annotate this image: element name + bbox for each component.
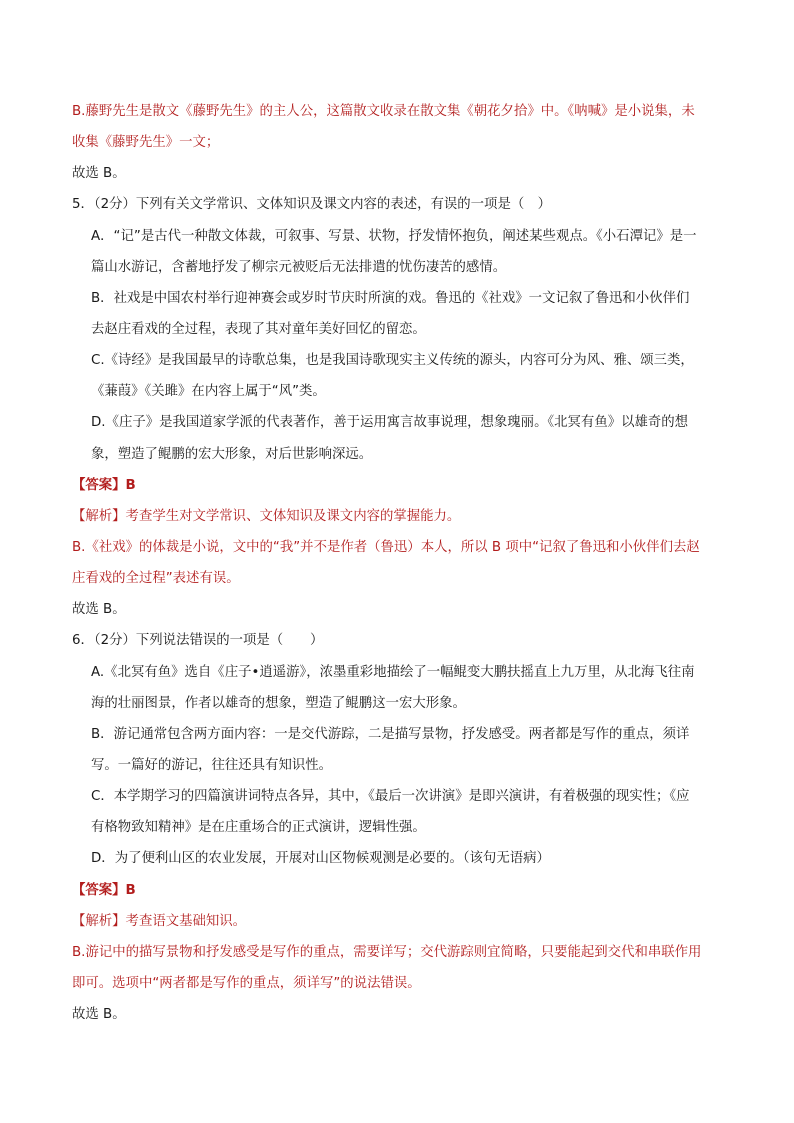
q6-option-a-cont: 海的壮丽图景，作者以雄奇的想象，塑造了鲲鹏这一宏大形象。	[91, 696, 466, 711]
question-6-stem: 6．（2分）下列说法错误的一项是（ ）	[72, 633, 324, 648]
q5-explanation: B.《社戏》的体裁是小说，文中的“我”并不是作者（鲁迅）本人，所以 B 项中“记叙了鲁迅和小伙伴们去赵	[72, 540, 700, 555]
q6-answer: 【答案】B	[72, 883, 136, 898]
q6-option-a: A.《北冥有鱼》选自《庄子•逍遥游》，浓墨重彩地描绘了一幅鲲变大鹏扶摇直上九万里，从北海飞往南	[91, 665, 695, 680]
q6-explanation: B.游记中的描写景物和抒发感受是写作的重点，需要详写；交代游踪则宜简略，只要能起到交代和串联作用	[72, 945, 702, 960]
q5-option-b-cont: 去赵庄看戏的全过程，表现了其对童年美好回忆的留恋。	[91, 322, 426, 337]
prev-explanation-line: B.藤野先生是散文《藤野先生》的主人公，这篇散文收录在散文集《朝花夕拾》中。《呐喊》是小说集，未	[72, 104, 695, 119]
q5-option-a-cont: 篇山水游记，含蓄地抒发了柳宗元被贬后无法排遣的忧伤凄苦的感情。	[91, 260, 507, 275]
q5-option-d: D.《庄子》是我国道家学派的代表著作，善于运用寓言故事说理，想象瑰丽。《北冥有鱼》以雄奇的想	[91, 415, 689, 430]
q6-option-b-cont: 写。一篇好的游记，往往还具有知识性。	[91, 758, 333, 773]
prev-conclusion: 故选 B。	[72, 166, 126, 181]
q5-conclusion: 故选 B。	[72, 602, 126, 617]
q5-option-b: B．社戏是中国农村举行迎神赛会或岁时节庆时所演的戏。鲁迅的《社戏》一文记叙了鲁迅和小伙伴们	[91, 291, 690, 306]
q5-answer: 【答案】B	[72, 478, 136, 493]
q6-analysis: 【解析】考查语文基础知识。	[72, 914, 247, 929]
q6-option-c: C．本学期学习的四篇演讲词特点各异，其中，《最后一次讲演》是即兴演讲，有着极强的现实性；《应	[91, 789, 690, 804]
q6-option-c-cont: 有格物致知精神》是在庄重场合的正式演讲，逻辑性强。	[91, 820, 426, 835]
q5-option-c: C.《诗经》是我国最早的诗歌总集，也是我国诗歌现实主义传统的源头，内容可分为风、雅、颂三类，	[91, 353, 694, 368]
q6-explanation-cont: 即可。选项中“两者都是写作的重点，须详写”的说法错误。	[72, 976, 421, 991]
prev-explanation-line: 收集《藤野先生》一文；	[72, 135, 220, 150]
q5-analysis: 【解析】考查学生对文学常识、文体知识及课文内容的掌握能力。	[72, 509, 461, 524]
q5-option-c-cont: 《蒹葭》《关雎》在内容上属于“风”类。	[91, 384, 326, 399]
q6-option-b: B．游记通常包含两方面内容：一是交代游踪，二是描写景物，抒发感受。两者都是写作的重点，须详	[91, 727, 690, 742]
q6-option-d: D．为了便利山区的农业发展，开展对山区物候观测是必要的。（该句无语病）	[91, 851, 550, 866]
q5-option-a: A．“记”是古代一种散文体裁，可叙事、写景、状物，抒发情怀抱负，阐述某些观点。《小石潭记》是一	[91, 229, 697, 244]
q6-conclusion: 故选 B。	[72, 1007, 126, 1022]
q5-explanation-cont: 庄看戏的全过程”表述有误。	[72, 571, 240, 586]
question-5-stem: 5．（2分）下列有关文学常识、文体知识及课文内容的表述，有误的一项是（ ）	[72, 197, 552, 212]
q5-option-d-cont: 象，塑造了鲲鹏的宏大形象，对后世影响深远。	[91, 447, 373, 462]
